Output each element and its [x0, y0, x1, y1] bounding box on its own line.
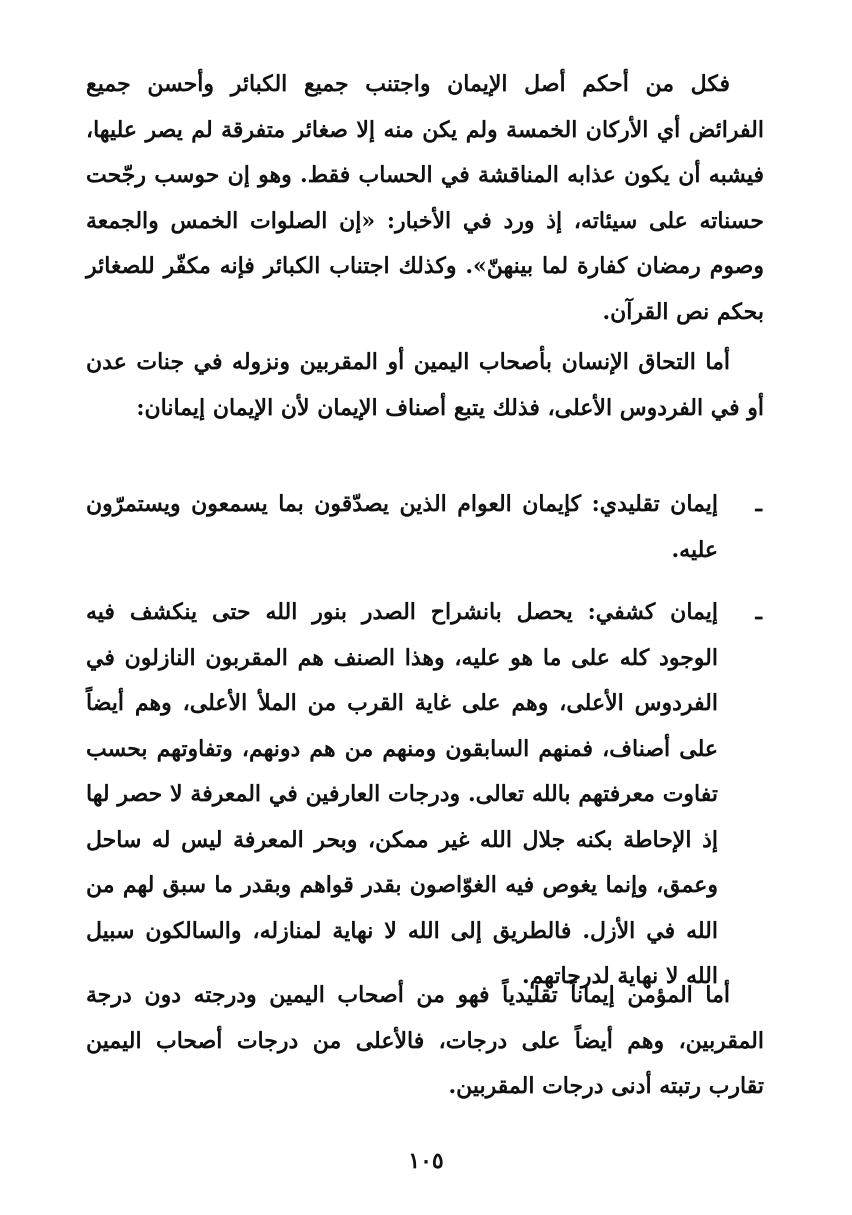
paragraph-faith-types-intro: أما التحاق الإنسان بأصحاب اليمين أو المقربين ونزوله في جنات عدن أو في الفردوس الأعلى، فذلك يتبع أصناف الإيمان لأن الإيمان إيمانان: — [86, 349, 764, 421]
bullet-text: إيمان كشفي: يحصل بانشراح الصدر بنور الله حتى ينكشف فيه الوجود كله على ما هو عليه، وهذا الصنف هم المقربون النازلون في الفردوس الأعلى، وهم على غاية القرب من الملأ الأعلى، وهم أيضاً على أصناف، فمنهم السابقون ومنهم من هم دونهم، وتفاوتهم بحسب تفاوت معرفتهم بالله تعالى. ودرجات العارفين في المعرفة لا حصر لها إذ الإحاطة بكنه جلال الله غير ممكن، وبحر المعرفة ليس له ساحل وعمق، وإنما يغوص فيه الغوّاصون بقدر قواهم وبقدر ما سبق لهم من الله في الأزل. فالطريق إلى الله لا نهاية لمنازله، والسالكون سبيل الله لا نهاية لدرجاتهم. — [86, 599, 718, 989]
bullet-revealed-faith — [86, 590, 764, 1000]
bullet-list-item — [86, 482, 764, 573]
bullet-text: إيمان تقليدي: كإيمان العوام الذين يصدّقون بما يسمعون ويستمرّون عليه. — [86, 491, 718, 563]
bullet-dash: ـ — [755, 491, 762, 517]
paragraph-major-sins: فكل من أحكم أصل الإيمان واجتنب جميع الكبائر وأحسن جميع الفرائض أي الأركان الخمسة ولم يكن منه إلا صغائر متفرقة لم يصر عليها، فيشبه أن يكون عذابه المناقشة في الحساب فقط. وهو إن حوسب رجّحت حسناته على سيئاته، إذ ورد في الأخبار: «إن الصلوات الخمس والجمعة وصوم رمضان كفارة لما بينهنّ». وكذلك اجتناب الكبائر فإنه مكفّر للصغائر بحكم نص القرآن. — [86, 71, 764, 325]
bullet-list-item — [86, 590, 764, 1000]
page-number: ١٠٥ — [408, 1148, 444, 1174]
bullet-dash: ـ — [755, 599, 762, 625]
bullet-traditional-faith — [86, 482, 764, 573]
paragraph-traditional-believer: أما المؤمن إيماناً تقليدياً فهو من أصحاب اليمين ودرجته دون درجة المقربين، وهم أيضاً على درجات، فالأعلى من درجات أصحاب اليمين تقارب رتبته أدنى درجات المقربين. — [86, 982, 764, 1099]
